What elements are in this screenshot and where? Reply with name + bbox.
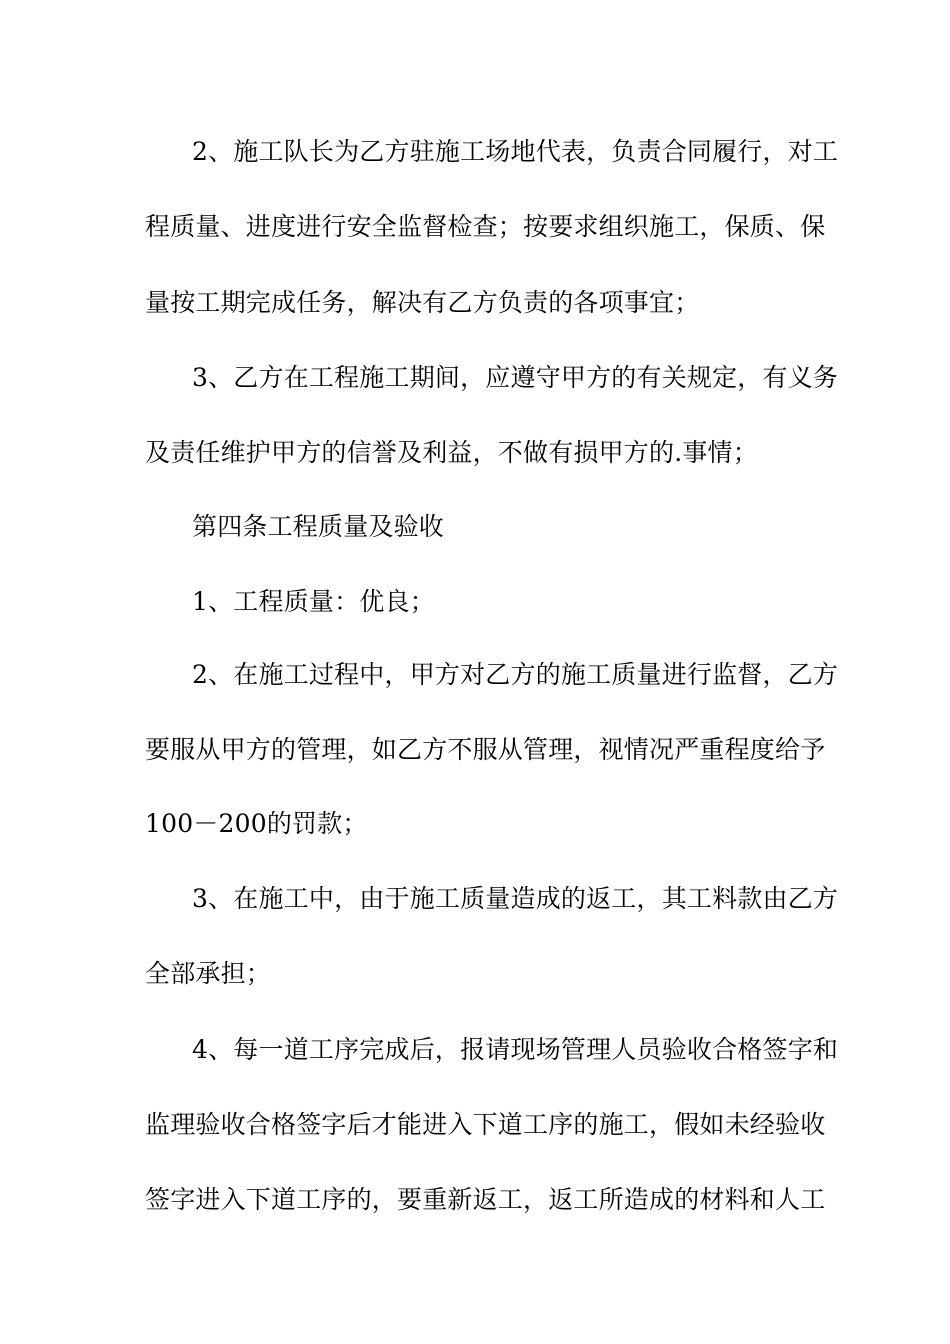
text-line: 全部承担； bbox=[145, 959, 272, 988]
text-line: 量按工期完成任务，解决有乙方负责的各项事宜； bbox=[145, 288, 700, 317]
text-line: 3、在施工中，由于施工质量造成的返工，其工料款由乙方 bbox=[192, 884, 839, 913]
text-line: 2、施工队长为乙方驻施工场地代表，负责合同履行，对工 bbox=[192, 137, 839, 166]
text-line: 及责任维护甲方的信誉及利益，不做有损甲方的.事情； bbox=[145, 438, 758, 467]
text-line: 1、工程质量：优良； bbox=[192, 587, 435, 616]
text-line: 2、在施工过程中，甲方对乙方的施工质量进行监督，乙方 bbox=[192, 660, 839, 689]
text-line: 监理验收合格签字后才能进入下道工序的施工，假如未经验收 bbox=[145, 1110, 826, 1139]
text-line: 要服从甲方的管理，如乙方不服从管理，视情况严重程度给予 bbox=[145, 735, 826, 764]
text-line: 程质量、进度进行安全监督检查；按要求组织施工，保质、保 bbox=[145, 212, 826, 241]
section-heading: 第四条工程质量及验收 bbox=[192, 512, 445, 541]
text-line: 4、每一道工序完成后，报请现场管理人员验收合格签字和 bbox=[192, 1035, 839, 1064]
text-line: 3、乙方在工程施工期间，应遵守甲方的有关规定，有义务 bbox=[192, 363, 839, 392]
text-line: 100－200的罚款； bbox=[145, 809, 368, 838]
text-line: 签字进入下道工序的，要重新返工，返工所造成的材料和人工 bbox=[145, 1185, 826, 1214]
